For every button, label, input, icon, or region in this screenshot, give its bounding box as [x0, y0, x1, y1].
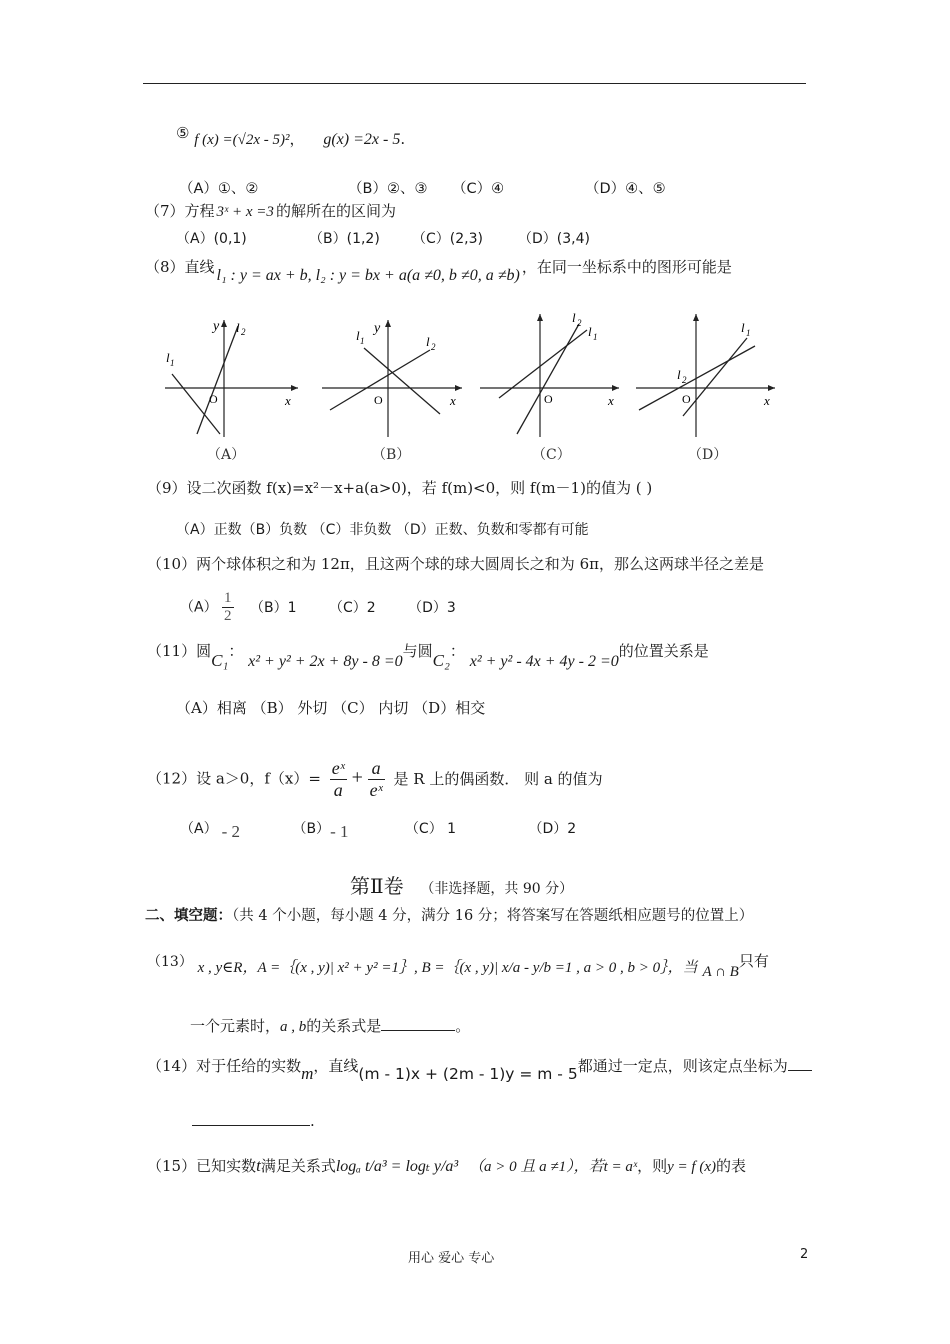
graph-b-l1-sub: 1 [360, 336, 365, 346]
q10-options [180, 590, 456, 625]
q5-g-expr: g(x) =2x - 5 [323, 131, 401, 148]
q13-line2 [190, 1015, 470, 1036]
q12-den1: a [333, 780, 343, 800]
q12-option-a: （A） [180, 821, 218, 837]
q13-label: （13） [147, 954, 193, 970]
graph-a-l2-sub: 2 [241, 327, 246, 337]
q14-line: (m - 1)x + (2m - 1)y = m - 5 [358, 1065, 578, 1083]
graph-c-l1-sub: 1 [593, 332, 598, 342]
q15-t: t [256, 1156, 261, 1175]
q6-option-c: （C）④ [452, 181, 505, 197]
q11-label: （11）圆 [147, 642, 212, 660]
graph-c-origin: O [544, 392, 553, 406]
section-fill-blank-note: （共 4 个小题，每小题 4 分，满分 16 分；将答案写在答题纸相应题号的位置上） [232, 908, 754, 924]
q12-num2: a [368, 758, 385, 780]
graph-b-caption: （B） [372, 447, 411, 463]
q12-plus: + [351, 766, 363, 789]
q7-question [145, 200, 396, 221]
q15-y-def: y = f (x) [667, 1159, 716, 1175]
q5-marker: ⑤ [176, 124, 190, 142]
graph-d-l2-label: l [677, 367, 681, 382]
graph-a-x-label: x [285, 393, 291, 408]
q6-option-d: （D）④、⑤ [585, 181, 666, 197]
q11-c2: C₂ [432, 651, 450, 670]
q11-eq2: x² + y² - 4x + 4y - 2 =0 [469, 653, 619, 670]
page-number: 2 [800, 1247, 809, 1262]
part2-heading [350, 870, 573, 899]
graph-d-l1-label: l [741, 320, 745, 335]
q15-t-def: t = aˣ [603, 1159, 638, 1175]
graph-a-caption: （A） [207, 447, 246, 463]
q5-sep: ， [289, 130, 305, 148]
q8-question [145, 256, 732, 284]
q14-line2 [192, 1112, 315, 1130]
q12-option-a-value: - 2 [221, 822, 240, 841]
q7-option-c: （C）(2,3) [412, 231, 483, 247]
q13-expression: x , y∈R，A =｛(x , y)| x² + y² =1｝, B =｛(x , y)| x/a - y/b =1 , a > 0 , b > 0｝，当 [197, 960, 698, 976]
q15-question [147, 1155, 746, 1176]
q14-m: m [301, 1064, 314, 1083]
q7-equation: 3ˣ + x =3 [216, 204, 274, 220]
q11-colon: ： [228, 642, 244, 660]
q7-tail: 的解所在的区间为 [275, 202, 396, 220]
q12-den2: eˣ [369, 780, 383, 800]
q12-label: （12）设 a＞0，f（x）= [147, 769, 321, 788]
q13-ab: a , b [280, 1019, 307, 1035]
graph-b-y-label: y [374, 321, 381, 336]
graph-a-origin: O [209, 392, 218, 406]
q8-tail: ，在同一坐标系中的图形可能是 [521, 258, 732, 276]
q11-question [147, 640, 709, 670]
q14-end: . [310, 1112, 315, 1130]
q15-mid: 满足关系式 [260, 1157, 336, 1175]
graph-d-x-label: x [764, 393, 770, 408]
q15-condition: （a > 0 且 a ≠1），若 [468, 1159, 604, 1175]
q7-label: （7）方程 [145, 202, 215, 220]
q10-option-c: （C）2 [328, 599, 376, 616]
q9-question: （9）设二次函数 f(x)=x²－x+a(a>0)，若 f(m)<0，则 f(m－1)的值为 ( ) [147, 479, 653, 497]
footer-center-text: 用心 爱心 专心 [408, 1251, 495, 1266]
graph-d-caption: （D） [688, 447, 728, 463]
graph-b-l2-sub: 2 [431, 342, 436, 352]
graph-c-x-label: x [608, 393, 614, 408]
graph-c-l2-label: l [572, 310, 576, 325]
q10-option-b: （B）1 [249, 599, 297, 616]
q12-option-d: （D）2 [528, 821, 577, 837]
q11-mid: 与圆 [402, 642, 433, 660]
graph-b [318, 312, 466, 442]
q12-fraction-1 [330, 758, 347, 801]
q14-tail: 都通过一定点，则该定点坐标为 [577, 1057, 788, 1075]
q10-question: （10）两个球体积之和为 12π，且这两个球的球大圆周长之和为 6π，那么这两球半径之差是 [147, 555, 764, 573]
graph-a-l1-label: l [166, 350, 170, 365]
section-fill-blank-title: 二、填空题： [145, 907, 232, 924]
section-fill-blank [145, 904, 753, 925]
graph-a-l1-sub: 1 [170, 358, 175, 368]
graph-a-l2-label: l [236, 320, 240, 335]
graph-b-origin: O [374, 393, 383, 407]
q7-option-b: （B）(1,2) [309, 231, 380, 247]
q12-tail: 是 R 上的偶函数． 则 a 的值为 [393, 769, 603, 788]
q5-end: . [400, 130, 406, 148]
q5-f-expr: f (x) =(√2x - 5)² [194, 132, 290, 148]
q14-mid: ，直线 [313, 1057, 359, 1075]
q10-option-a: （A） [180, 599, 218, 616]
graph-d-origin: O [682, 392, 691, 406]
graph-d [633, 306, 781, 442]
q15-mid2: ，则 [637, 1157, 668, 1175]
q15-tail: 的表 [715, 1157, 746, 1175]
q10-frac-den: 2 [224, 608, 232, 624]
q6-option-a: （A）①、② [179, 181, 259, 197]
q12-option-c: （C） 1 [404, 821, 457, 837]
q10-option-a-fraction [222, 590, 234, 625]
q8-label: （8）直线 [145, 258, 215, 276]
q13-intersection: A ∩ B [702, 964, 739, 980]
graph-a [160, 312, 305, 442]
q9-options: （A）正数（B）负数 （C）非负数 （D）正数、负数和零都有可能 [176, 522, 589, 538]
q13-line2-text: 一个元素时， [190, 1017, 281, 1035]
graph-c-caption: （C） [532, 447, 571, 463]
graph-b-l1-label: l [356, 328, 360, 343]
graph-d-l2-sub: 2 [682, 375, 687, 385]
graph-c [477, 306, 625, 442]
q10-frac-num: 1 [224, 590, 232, 606]
q14-answer-blank-2[interactable] [192, 1125, 310, 1126]
header-rule [143, 83, 806, 84]
q6-option-b: （B）②、③ [348, 181, 428, 197]
q12-options [180, 818, 577, 841]
q13-tail: 只有 [738, 952, 769, 970]
q11-colon-2: ： [449, 642, 465, 660]
q11-eq1: x² + y² + 2x + 8y - 8 =0 [248, 653, 403, 670]
part2-title: 第Ⅱ卷 [350, 874, 404, 898]
graph-c-l2-sub: 2 [577, 318, 582, 328]
q10-option-d: （D）3 [408, 599, 456, 616]
q11-options: （A）相离 （B） 外切 （C） 内切 （D）相交 [176, 699, 486, 717]
graph-d-l1-sub: 1 [746, 328, 751, 338]
q14-answer-blank-1[interactable] [788, 1070, 812, 1071]
q8-equation: l₁ : y = ax + b, l₂ : y = bx + a(a ≠0, b ≠0, a ≠b) [216, 267, 520, 284]
graph-c-l1-label: l [588, 324, 592, 339]
q13-line2-tail: 的关系式是 [306, 1017, 382, 1035]
q12-question [147, 758, 603, 801]
part2-subtitle: （非选择题，共 90 分） [420, 881, 574, 897]
q11-c1: C₁ [211, 651, 229, 670]
graph-b-x-label: x [450, 393, 456, 408]
q13-end: 。 [455, 1017, 471, 1035]
q13-question [147, 950, 769, 980]
q15-label: （15）已知实数 [147, 1157, 257, 1175]
q14-label: （14）对于任给的实数 [147, 1057, 302, 1075]
q7-option-a: （A）(0,1) [176, 231, 247, 247]
q12-option-b: （B） [292, 821, 331, 837]
graph-b-l2-label: l [426, 334, 430, 349]
q5-item [176, 124, 406, 149]
graph-a-y-label: y [213, 319, 220, 334]
q12-fraction-2 [368, 758, 385, 801]
q11-tail: 的位置关系是 [618, 642, 709, 660]
q14-question [147, 1055, 812, 1083]
q15-expression: logₐ t/a³ = logₜ y/a³ [335, 1158, 459, 1175]
q12-num1: eˣ [331, 758, 345, 778]
q12-option-b-value: - 1 [330, 822, 349, 841]
q13-answer-blank[interactable] [381, 1030, 455, 1031]
q7-option-d: （D）(3,4) [518, 231, 590, 247]
